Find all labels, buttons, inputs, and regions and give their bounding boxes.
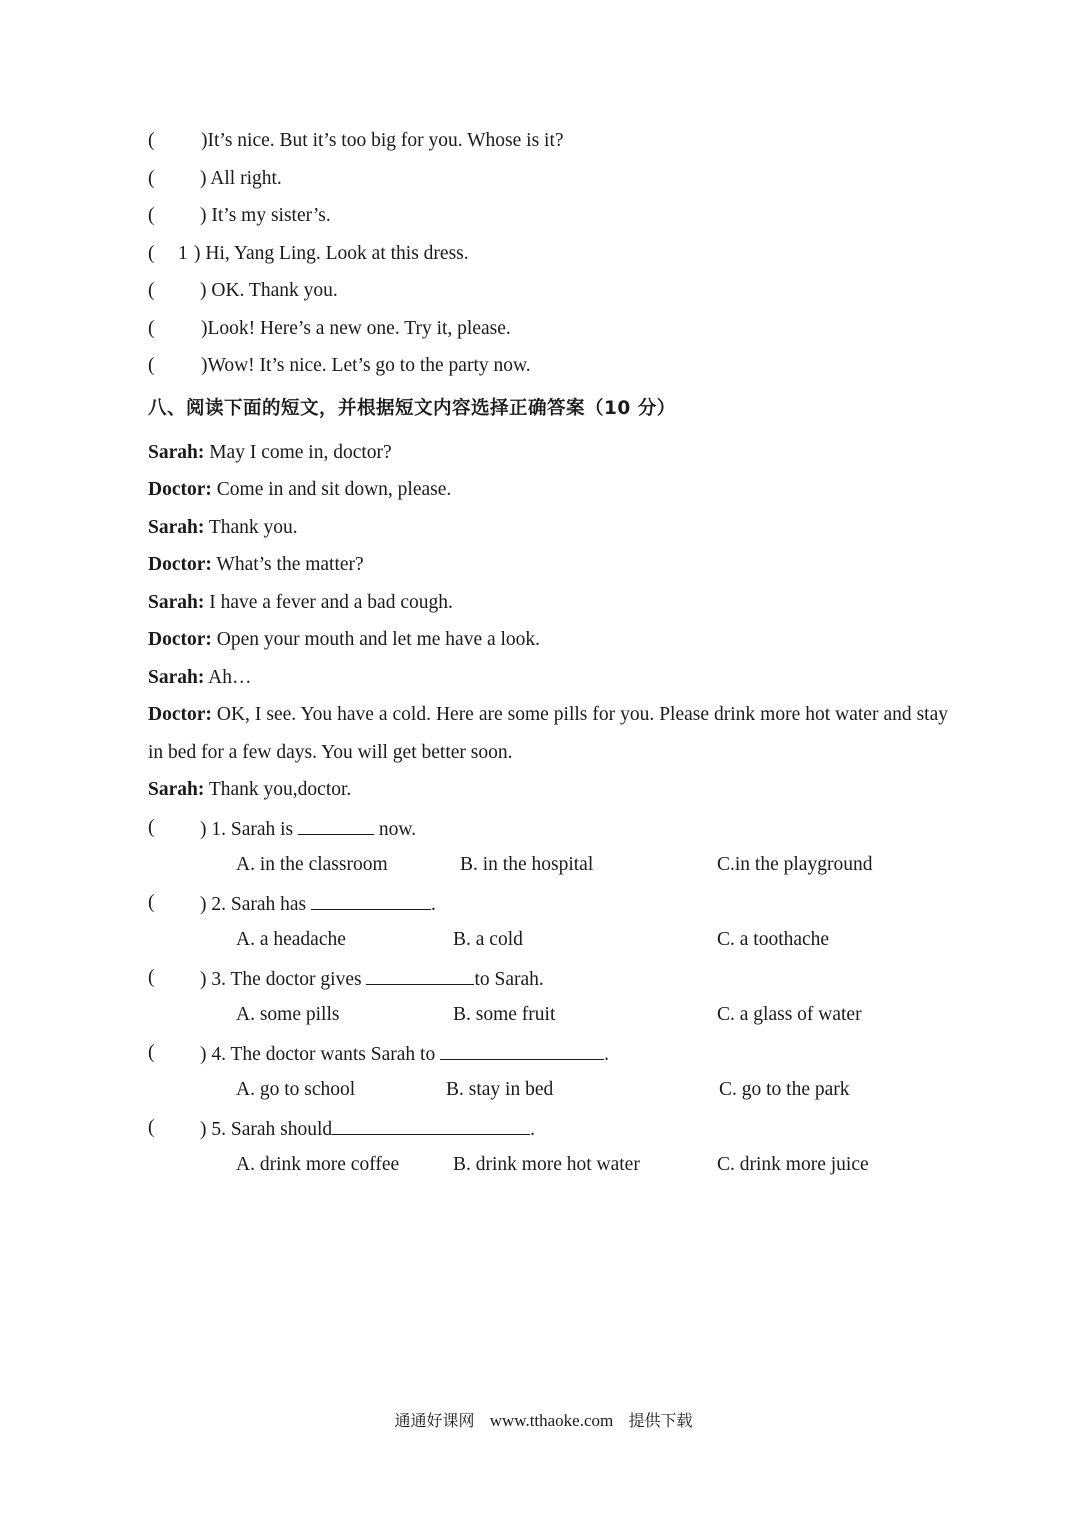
dialogue-text: Ah… [204, 667, 252, 688]
question-suffix: . [431, 894, 436, 915]
dialogue-text: OK, I see. You have a cold. Here are some pills for you. Please drink more hot water and stay in bed for a few days. You will get better soon. [148, 704, 948, 763]
dialogue-line [148, 516, 948, 540]
answer-bracket-open: ( [148, 1042, 155, 1063]
option-c: C.in the playground [717, 854, 873, 875]
option-a: A. go to school [236, 1079, 356, 1100]
dialogue-line [148, 628, 948, 652]
speaker-name: Sarah: [148, 442, 205, 463]
answer-bracket-open: ( [148, 817, 155, 838]
question-stem [200, 891, 436, 917]
dialogue-text: Come in and sit down, please. [211, 479, 452, 500]
option-a: A. a headache [236, 929, 346, 950]
option-a: A. in the classroom [236, 854, 388, 875]
answer-blank[interactable] [311, 891, 431, 910]
dialogue-text: Thank you. [204, 517, 298, 538]
question-prefix: ) 2. Sarah has [200, 894, 307, 915]
ordering-text: )Wow! It’s nice. Let’s go to the party now. [201, 355, 531, 376]
dialogue-line [148, 591, 948, 615]
speaker-name: Doctor: [148, 629, 212, 650]
answer-bracket-open: ( [148, 318, 155, 339]
answer-blank[interactable] [332, 1116, 530, 1135]
question-prefix: ) 1. Sarah is [200, 819, 294, 840]
ordering-text: ) Hi, Yang Ling. Look at this dress. [194, 243, 469, 264]
option-c: C. a glass of water [717, 1004, 862, 1025]
dialogue-text: What’s the matter? [211, 554, 364, 575]
answer-bracket-open: ( [148, 205, 155, 226]
page-footer [0, 1408, 1087, 1431]
question-suffix: . [530, 1119, 536, 1140]
option-b: B. drink more hot water [453, 1154, 640, 1175]
dialogue-line [148, 441, 948, 465]
dialogue-text: May I come in, doctor? [204, 442, 392, 463]
ordering-number: 1 [178, 243, 188, 264]
question-stem [200, 966, 544, 992]
footer-url[interactable]: www.tthaoke.com [489, 1411, 614, 1430]
dialogue-line [148, 696, 948, 772]
question-stem [200, 1116, 535, 1142]
option-b: B. some fruit [453, 1004, 556, 1025]
dialogue-text: I have a fever and a bad cough. [204, 592, 453, 613]
answer-blank[interactable] [440, 1041, 604, 1060]
speaker-name: Sarah: [148, 592, 205, 613]
question-suffix: . [604, 1044, 609, 1065]
answer-bracket-open: ( [148, 1117, 155, 1138]
speaker-name: Doctor: [148, 479, 212, 500]
answer-bracket-open: ( [148, 130, 155, 151]
section-heading: 八、阅读下面的短文，并根据短文内容选择正确答案（10 分） [148, 398, 676, 419]
question-prefix: ) 3. The doctor gives [200, 969, 362, 990]
answer-bracket-open: ( [148, 168, 155, 189]
question-suffix: to Sarah. [474, 969, 544, 990]
ordering-text: )Look! Here’s a new one. Try it, please. [201, 318, 511, 339]
speaker-name: Sarah: [148, 667, 205, 688]
question-prefix: ) 4. The doctor wants Sarah to [200, 1044, 436, 1065]
answer-bracket-open: ( [148, 967, 155, 988]
question-prefix: ) 5. Sarah should [200, 1119, 333, 1140]
answer-bracket-open: ( [148, 243, 155, 264]
speaker-name: Sarah: [148, 517, 205, 538]
question-stem [200, 1041, 609, 1067]
question-stem [200, 816, 416, 842]
option-a: A. some pills [236, 1004, 340, 1025]
option-a: A. drink more coffee [236, 1154, 400, 1175]
answer-bracket-open: ( [148, 280, 155, 301]
ordering-text: ) OK. Thank you. [200, 280, 338, 301]
ordering-text: ) It’s my sister’s. [200, 205, 331, 226]
option-b: B. stay in bed [446, 1079, 554, 1100]
speaker-name: Doctor: [148, 554, 212, 575]
footer-note: 提供下载 [628, 1411, 693, 1430]
speaker-name: Sarah: [148, 779, 205, 800]
answer-bracket-open: ( [148, 892, 155, 913]
speaker-name: Doctor: [148, 704, 212, 725]
ordering-text: ) All right. [200, 168, 282, 189]
footer-site-name: 通通好课网 [394, 1411, 475, 1430]
option-b: B. a cold [453, 929, 523, 950]
ordering-text: )It’s nice. But it’s too big for you. Whose is it? [201, 130, 564, 151]
answer-bracket-open: ( [148, 355, 155, 376]
question-suffix: now. [378, 819, 417, 840]
answer-blank[interactable] [366, 966, 474, 985]
option-c: C. a toothache [717, 929, 830, 950]
dialogue-text: Open your mouth and let me have a look. [211, 629, 541, 650]
dialogue-text: Thank you,doctor. [204, 779, 352, 800]
dialogue-line [148, 478, 948, 502]
option-b: B. in the hospital [460, 854, 594, 875]
dialogue-line [148, 778, 948, 802]
option-c: C. go to the park [719, 1079, 850, 1100]
answer-blank[interactable] [298, 816, 374, 835]
dialogue-line [148, 553, 948, 577]
dialogue-line [148, 666, 948, 690]
option-c: C. drink more juice [717, 1154, 869, 1175]
